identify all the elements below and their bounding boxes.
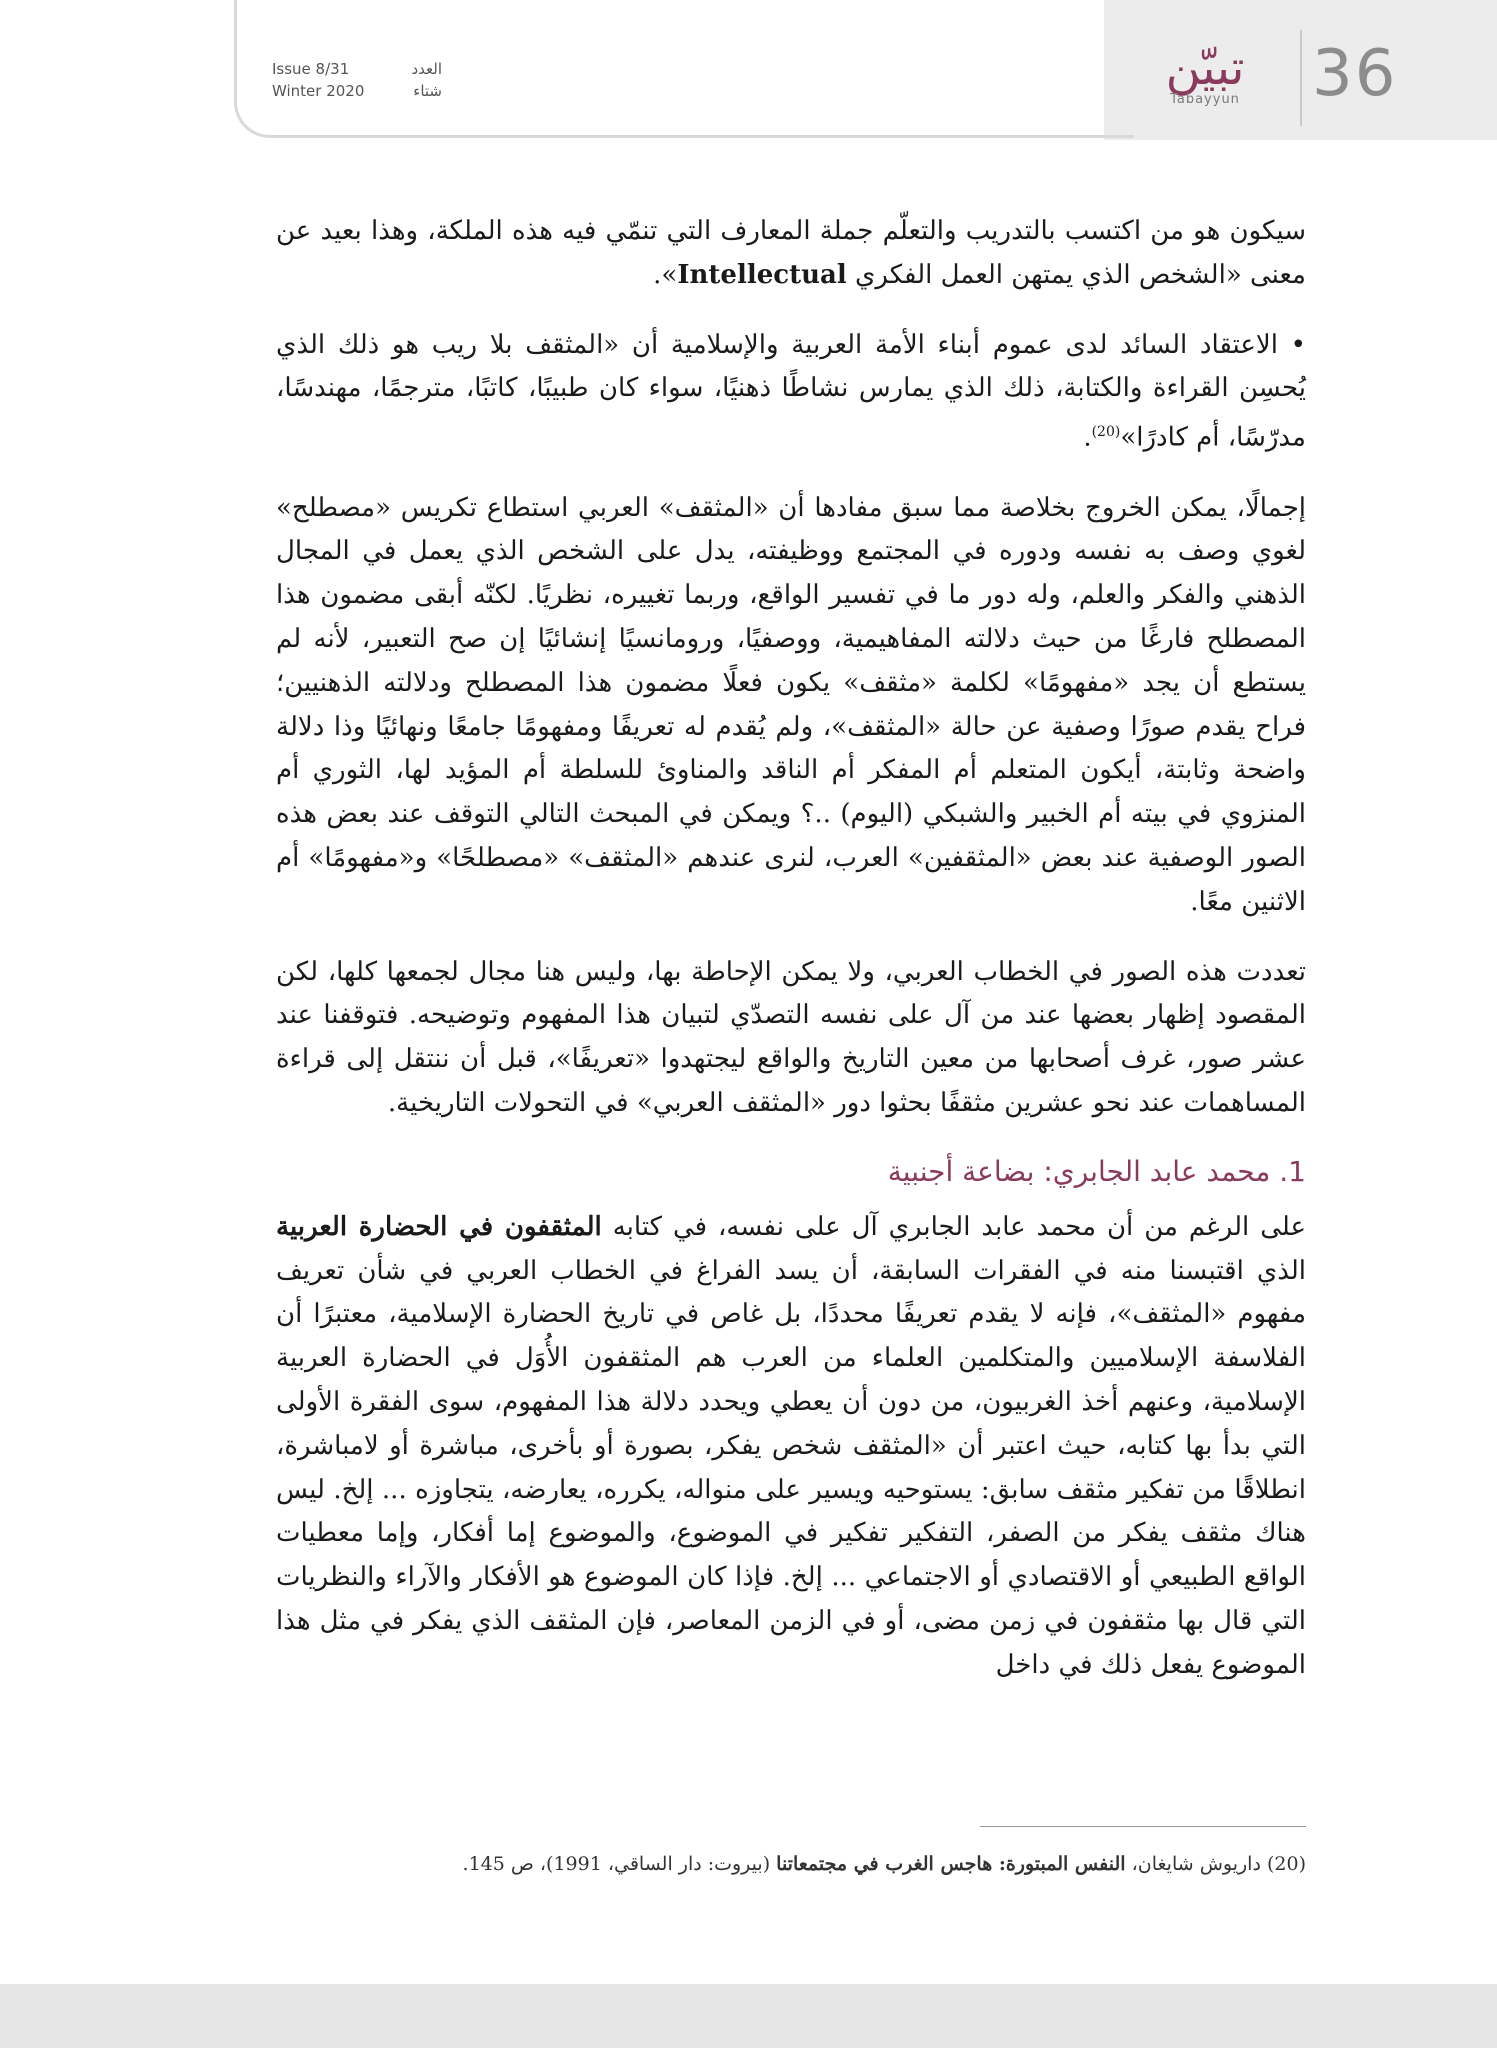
footnote-author: داريوش شايغان، [1131, 1853, 1261, 1875]
page-number: 36 [1312, 37, 1398, 111]
footnote-ref-20[interactable]: (20) [1091, 424, 1121, 441]
footnote [276, 1850, 1306, 1878]
article-body [276, 210, 1306, 1710]
paragraph-5 [276, 1206, 1306, 1688]
season-ar: شتاء [413, 82, 442, 100]
paragraph-3: إجمالًا، يمكن الخروج بخلاصة مما سبق مفادها أن «المثقف» العربي استطاع تكريس «مصطلح» لغوي وصف به نفسه ودوره في المجتمع ووظيفته، يدل على الشخص الذي يعمل في المجال الذهني والفكر والعلم، وله دور ما في تفسير الواقع، وربما تغييره، نظريًا. لكنّه أبقى مضمون هذا المصطلح فارغًا من حيث دلالته المفاهيمية، ووصفيًا، ورومانسيًا إنشائيًا إن صح التعبير، لأنه لم يستطع أن يجد «مفهومًا» لكلمة «مثقف» يكون فعلًا مضمون هذا المصطلح ودلالته الذهنيين؛ فراح يقدم صورًا وصفية عن حالة «المثقف»، ولم يُقدم له تعريفًا ومفهومًا جامعًا ونهائيًا وذا دلالة واضحة وثابتة، أيكون المتعلم أم المفكر أم الناقد والمناوئ للسلطة أم المؤيد لها، الثوري أم المنزوي في بيته أم الخبير والشبكي (اليوم) ..؟ ويمكن في المبحث التالي التوقف عند بعض هذه الصور الوصفية عند بعض «المثقفين» العرب، لنرى عندهم «المثقف» «مصطلحًا» و«مفهومًا» أم الاثنين معًا. [276, 492, 1306, 917]
logo-latin: Tabayyun [1170, 92, 1240, 107]
paragraph-1 [276, 210, 1306, 298]
bottom-band [0, 1984, 1497, 2048]
paragraph-5-rest: الذي اقتبسنا منه في الفقرات السابقة، أن يسد الفراغ في الخطاب العربي في شأن تعريف مفهوم «المثقف»، فإنه لا يقدم تعريفًا محددًا، بل غاص في تاريخ الحضارة الإسلامية، معتبرًا أن الفلاسفة الإسلاميين والمتكلمين العلماء من العرب هم المثقفون الأُوَل في الحضارة العربية الإسلامية، وعنهم أخذ الغربيون، من دون أن يعطي ويحدد دلالة هذا المفهوم، سوى الفقرة الأولى التي بدأ بها كتابه، حيث اعتبر أن «المثقف شخص يفكر، بصورة أو بأخرى، مباشرة أو لامباشرة، انطلاقًا من تفكير مثقف سابق: يستوحيه ويسير على منواله، يكرره، يعارضه، يتجاوزه ... إلخ. ليس هناك مثقف يفكر من الصفر، التفكير تفكير في الموضوع، والموضوع إما أفكار، وإما معطيات الواقع الطبيعي أو الاقتصادي أو الاجتماعي ... إلخ. فإذا كان الموضوع هو الأفكار والآراء والنظريات التي قال بها مثقفون في زمن مضى، أو في الزمن المعاصر، فإن المثقف الذي يفكر في مثل هذا الموضوع يفعل ذلك في داخل [276, 1255, 1306, 1680]
footnote-number: (20) [1266, 1853, 1306, 1875]
journal-logo [1120, 38, 1290, 130]
paragraph-2-text: • الاعتقاد السائد لدى عموم أبناء الأمة العربية والإسلامية أن «المثقف بلا ريب هو ذلك الذي يُحسِن القراءة والكتابة، ذلك الذي يمارس نشاطًا ذهنيًا، سواء كان طبيبًا، كاتبًا، مترجمًا، مهندسًا، مدرّسًا، أم كادرًا» [276, 329, 1306, 453]
logo-arabic: تبيّن [1165, 40, 1245, 96]
paragraph-2 [276, 324, 1306, 461]
issue-ar: العدد [411, 60, 442, 78]
section-heading: 1. محمد عابد الجابري: بضاعة أجنبية [887, 1154, 1306, 1188]
season-en: Winter 2020 [272, 82, 365, 100]
issue-info [272, 58, 442, 102]
header-divider [1300, 30, 1302, 126]
paragraph-1-end: ». [653, 259, 678, 290]
footnote-title: النفس المبتورة: هاجس الغرب في مجتمعاتنا [776, 1853, 1126, 1875]
paragraph-1-text: سيكون هو من اكتسب بالتدريب والتعلّم جملة المعارف التي تنمّي فيه هذه الملكة، وهذا بعيد عن معنى «الشخص الذي يمتهن العمل الفكري [276, 216, 1306, 290]
paragraph-2-end: . [1083, 422, 1092, 453]
footnote-rest: (بيروت: دار الساقي، 1991)، ص 145. [462, 1853, 771, 1875]
footnote-rule [980, 1826, 1306, 1827]
issue-en: Issue 8/31 [272, 60, 350, 78]
paragraph-4: تعددت هذه الصور في الخطاب العربي، ولا يمكن الإحاطة بها، وليس هنا مجال لجمعها كلها، لكن المقصود إظهار بعضها عند من آل على نفسه التصدّي لتبيان هذا المفهوم وتوضيحه. فتوقفنا عند عشر صور، غرف أصحابها من معين التاريخ والواقع ليجتهدوا «تعريفًا»، قبل أن ننتقل إلى قراءة المساهمات عند نحو عشرين مثقفًا بحثوا دور «المثقف العربي» في التحولات التاريخية. [276, 956, 1306, 1118]
paragraph-5-start: على الرغم من أن محمد عابد الجابري آل على نفسه، في كتابه [612, 1211, 1306, 1242]
book-title: المثقفون في الحضارة العربية [276, 1211, 602, 1242]
paragraph-1-latin-term: Intellectual [677, 259, 847, 290]
